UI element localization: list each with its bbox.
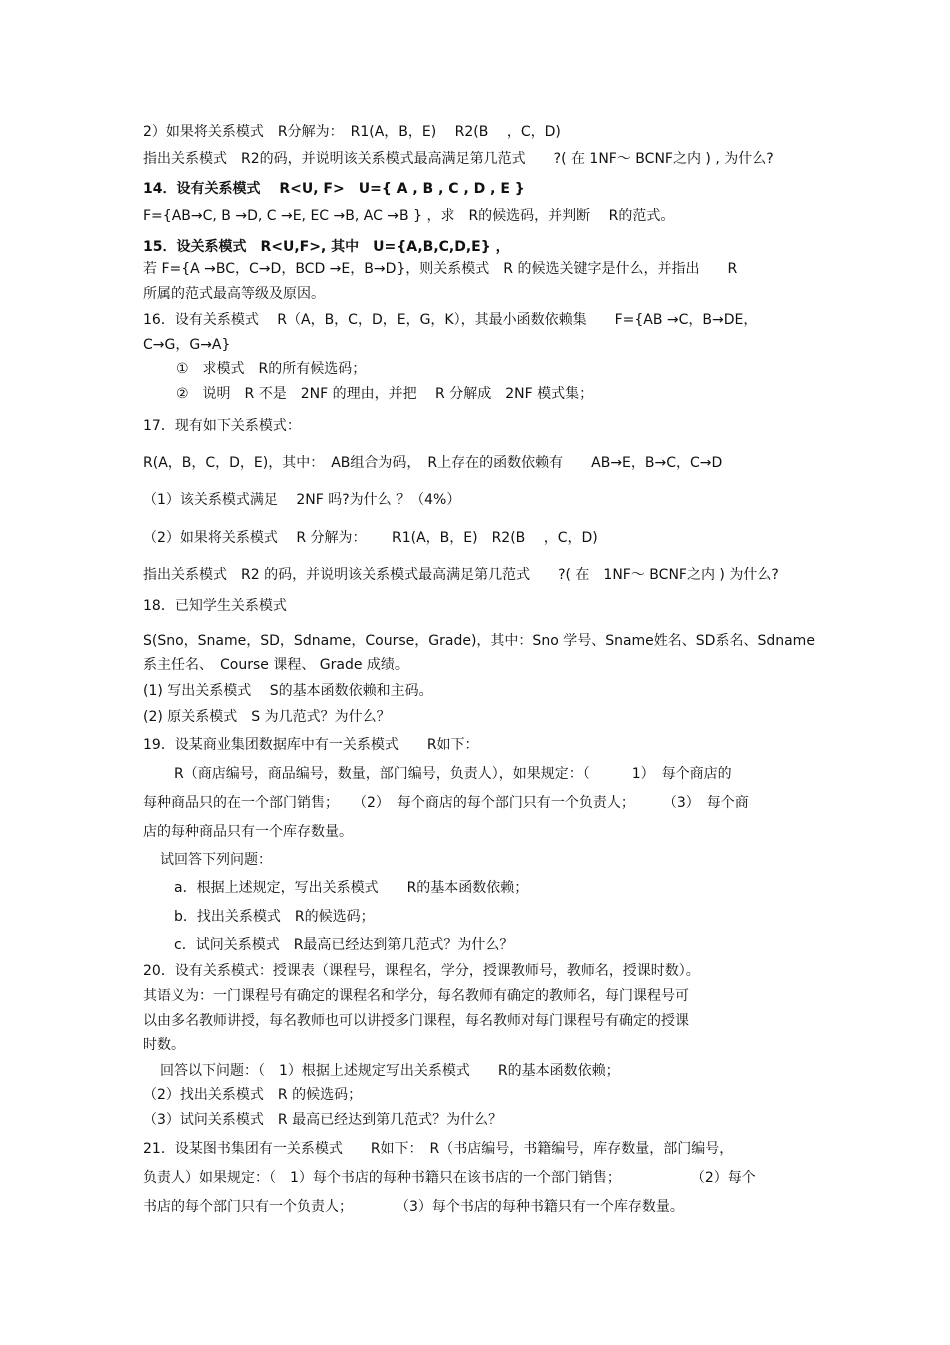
text-line: 以由多名教师讲授，每名教师也可以讲授多门课程，每名教师对每门课程号有确定的授课 bbox=[143, 1013, 689, 1029]
text-line: R（商店编号，商品编号，数量，部门编号，负责人），如果规定：（ 1） 每个商店的 bbox=[174, 766, 732, 782]
question-19-title: 19．设某商业集团数据库中有一关系模式 R如下： bbox=[143, 737, 479, 753]
text-line: 其语义为：一门课程号有确定的课程名和学分，每名教师有确定的教师名，每门课程号可 bbox=[143, 988, 689, 1004]
text-line: （3）试问关系模式 R 最高已经达到第几范式？为什么？ bbox=[143, 1112, 503, 1128]
text-line: (2) 原关系模式 S 为几范式？为什么？ bbox=[143, 709, 391, 725]
text-line: (1) 写出关系模式 S的基本函数依赖和主码。 bbox=[143, 683, 433, 699]
question-17-title: 17．现有如下关系模式： bbox=[143, 418, 301, 434]
text-line: （2）找出关系模式 R 的候选码； bbox=[143, 1087, 363, 1103]
text-line: ② 说明 R 不是 2NF 的理由，并把 R 分解成 2NF 模式集； bbox=[176, 386, 594, 402]
text-line: 回答以下问题：（ 1）根据上述规定写出关系模式 R的基本函数依赖； bbox=[160, 1063, 620, 1079]
text-line: （2）如果将关系模式 R 分解为： R1(A，B，E) R2(B ，C，D) bbox=[143, 530, 598, 546]
text-line: 书店的每个部门只有一个负责人； （3）每个书店的每种书籍只有一个库存数量。 bbox=[143, 1199, 684, 1215]
text-line: 试回答下列问题： bbox=[160, 852, 272, 868]
question-16-title: 16．设有关系模式 R（A，B，C，D，E，G，K），其最小函数依赖集 F={AB →C，B→DE， bbox=[143, 312, 758, 328]
text-line: 时数。 bbox=[143, 1037, 185, 1053]
text-line: 2）如果将关系模式 R分解为： R1(A，B，E) R2(B ，C，D) bbox=[143, 124, 561, 140]
text-line: 负责人）如果规定：（ 1）每个书店的每种书籍只在该书店的一个部门销售； （2）每个 bbox=[143, 1170, 756, 1186]
text-line: c．试问关系模式 R最高已经达到第几范式？为什么？ bbox=[174, 937, 514, 953]
text-line: S(Sno，Sname，SD，Sdname，Course，Grade)，其中：Sno 学号、Sname姓名、SD系名、Sdname bbox=[143, 633, 815, 649]
text-line: C→G，G→A} bbox=[143, 337, 231, 353]
text-line: 每种商品只的在一个部门销售； （2） 每个商店的每个部门只有一个负责人； （3） 每个商 bbox=[143, 795, 749, 811]
text-line: 系主任名、 Course 课程、 Grade 成绩。 bbox=[143, 657, 409, 673]
question-20-title: 20．设有关系模式：授课表（课程号，课程名，学分，授课教师号，教师名，授课时数）。 bbox=[143, 963, 700, 979]
text-line: 指出关系模式 R2的码，并说明该关系模式最高满足第几范式 ?( 在 1NF～ BCNF之内 ) , 为什么? bbox=[143, 151, 774, 167]
question-21-title: 21．设某图书集团有一关系模式 R如下： R（书店编号，书籍编号，库存数量，部门编号， bbox=[143, 1141, 734, 1157]
question-14-title: 14．设有关系模式 R<U, F> U={ A , B , C , D , E } bbox=[143, 181, 525, 197]
text-line: F={AB→C, B →D, C →E, EC →B, AC →B } ，求 R的候选码，并判断 R的范式。 bbox=[143, 208, 675, 224]
text-line: 若 F={A →BC，C→D，BCD →E，B→D}，则关系模式 R 的候选关键字是什么，并指出 R bbox=[143, 261, 738, 277]
text-line: b．找出关系模式 R的候选码； bbox=[174, 909, 375, 925]
text-line: 店的每种商品只有一个库存数量。 bbox=[143, 824, 353, 840]
question-15-title: 15．设关系模式 R<U,F>, 其中 U={A,B,C,D,E} ， bbox=[143, 239, 510, 255]
question-18-title: 18．已知学生关系模式 bbox=[143, 598, 287, 614]
text-line: a．根据上述规定，写出关系模式 R的基本函数依赖； bbox=[174, 880, 529, 896]
text-line: 指出关系模式 R2 的码，并说明该关系模式最高满足第几范式 ?( 在 1NF～ BCNF之内 ) 为什么? bbox=[143, 567, 779, 583]
text-line: （1）该关系模式满足 2NF 吗?为什么 ？（4%） bbox=[143, 492, 461, 508]
text-line: 所属的范式最高等级及原因。 bbox=[143, 286, 325, 302]
text-line: R(A，B，C，D，E)，其中： AB组合为码， R上存在的函数依赖有 AB→E，B→C，C→D bbox=[143, 455, 723, 471]
text-line: ① 求模式 R的所有候选码； bbox=[176, 361, 367, 377]
